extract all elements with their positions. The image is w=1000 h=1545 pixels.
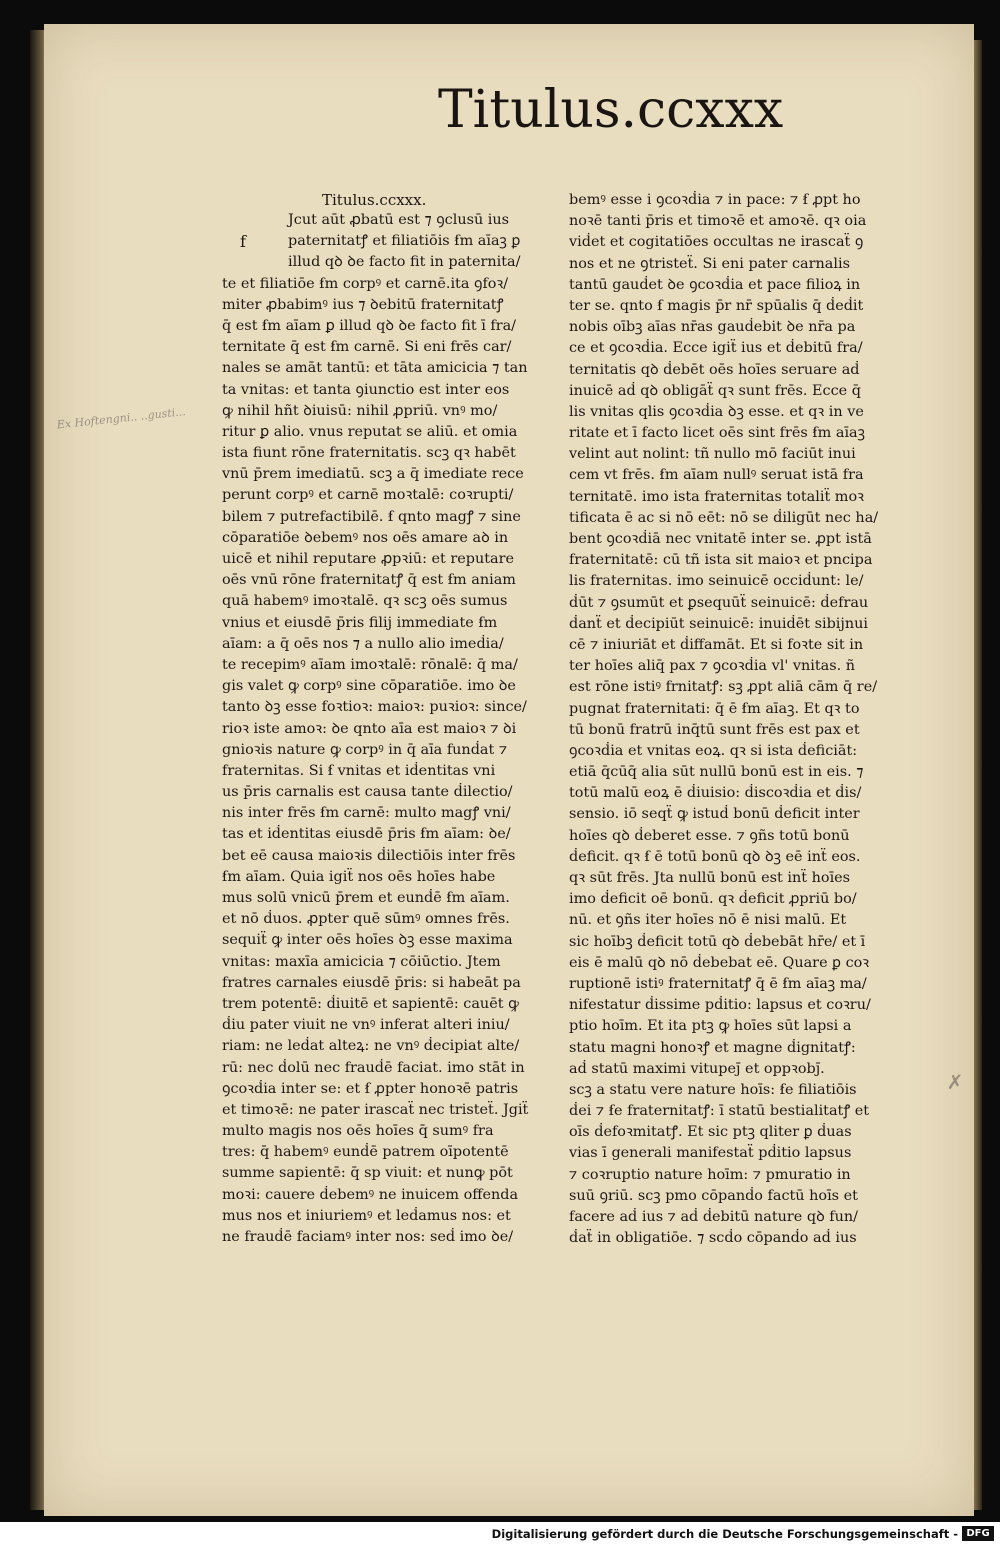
text-line: tificata ē ac si nō eēt: nō se ḋiligūt nec ha/ bbox=[569, 509, 879, 526]
text-line: facere aḋ ius ⁊ aḋ ḋebitū nature qꝺ fun/ bbox=[569, 1209, 858, 1225]
text-line: suū ꝯriū. scꝫ pmo cōpanḋo factū hoīs et bbox=[569, 1187, 858, 1204]
text-line: bemꝰ esse i ꝯcoꝛḋia ⁊ in pace: ⁊ ẜ ꝓpt ho bbox=[569, 192, 861, 208]
text-line: te et filiatiōe ẜm corpꝰ et carnē.ita ꝯfoꝛ/ bbox=[222, 275, 509, 292]
text-line: ta vnitas: et tanta ꝯiunctio est inter eos bbox=[222, 381, 510, 398]
text-line: eis ē malū qꝺ nō ḋebebat eē. Quare ꝑ coꝛ bbox=[569, 954, 870, 971]
text-line: oēs vnū rōne fraternitatꝭ q̄ est ẜm aniam bbox=[222, 572, 516, 589]
text-line: pugnat fraternitati: q̄ ē ẜm aīaꝫ. Et qꝛ to bbox=[569, 700, 860, 717]
text-line: sic hoībꝫ ḋeficit totū qꝺ ḋebebāt hr̄e/ et ī bbox=[569, 933, 866, 950]
text-line: ẜm aīam. Quia igiẗ nos oēs hoīes habe bbox=[222, 868, 496, 885]
text-line: etiā q̄cūq̄ alia sūt nullū bonū est in eis. ⁊ bbox=[569, 764, 864, 781]
text-line: bent ꝯcoꝛḋiā nec vnitatē inter se. ꝓpt istā bbox=[569, 531, 872, 547]
text-line: nales se amāt tantū: et tāta amicicia ⁊ tan bbox=[222, 360, 528, 377]
text-line: fraternitatē: cū tñ ista sit maioꝛ et pncipa bbox=[569, 552, 873, 569]
text-line: scꝫ a statu vere nature hoīs: ẜe filiatiōis bbox=[569, 1081, 857, 1098]
column-heading: Titulus.ccxxx. bbox=[322, 191, 427, 209]
text-line: vnius et eiusdē p̄ris filij immediate ẜm bbox=[222, 614, 498, 631]
text-line: mus solū vnicū p̄rem et eunḋē ẜm aīam. bbox=[222, 890, 510, 906]
text-line: vias ī generali manifestaẗ pḋitio lapsus bbox=[569, 1145, 852, 1162]
text-line: ptio hoīm. Et ita ptꝫ ꝙ hoīes sūt lapsi a bbox=[569, 1018, 852, 1035]
text-line: nifestatur ḋissime pḋitio: lapsus et coꝛru/ bbox=[569, 997, 871, 1014]
text-line: ḋūt ⁊ ꝯsumūt et ꝑsequūẗ seinuicē: ḋefrau bbox=[569, 594, 869, 611]
text-line: paternitatꝭ et filiatiōis ẜm aīaꝫ ꝑ bbox=[288, 233, 521, 250]
text-line: Jcut aūt ꝓbatū est ⁊ ꝯclusū ius bbox=[288, 212, 510, 228]
text-line: totū malū eoꝝ ē ḋiuisio: ḋiscoꝛḋia et ḋis/ bbox=[569, 785, 862, 802]
text-line: ḋaẗ in obligatiōe. ⁊ scḋo cōpanḋo aḋ ius bbox=[569, 1230, 857, 1247]
page-header-title: Titulus.ccxxx bbox=[438, 80, 784, 140]
text-line: ternitate q̄ est ẜm carnē. Si eni frēs car/ bbox=[222, 339, 512, 356]
text-line: ternitatē. imo ista fraternitas totaliẗ moꝛ bbox=[569, 488, 864, 505]
footer-bar bbox=[0, 1522, 1000, 1545]
text-line: tantū gauḋet ꝺe ꝯcoꝛḋia et pace filioꝝ in bbox=[569, 276, 861, 293]
text-line: ꝯcoꝛḋia et vnitas eoꝝ. qꝛ si ista ḋeficiāt: bbox=[569, 742, 858, 759]
text-line: trem potentē: ḋiuitē et sapientē: cauēt ꝙ bbox=[222, 995, 519, 1012]
text-line: tū bonū fratrū inq̄tū sunt frēs est pax et bbox=[569, 721, 860, 738]
text-line: tres: q̄ habemꝰ eunḋē patrem oīpotentē bbox=[222, 1144, 509, 1161]
text-line: te recepimꝰ aīam imoꝛtalē: rōnalē: q̄ ma/ bbox=[222, 656, 518, 673]
text-line: ter se. qnto ẜ magis p̄r nr̄ spūalis q̄ ḋeḋit bbox=[569, 297, 864, 314]
right-text-column bbox=[569, 190, 899, 1249]
text-line: gis valet ꝙ corpꝰ sine cōparatiōe. imo ꝺe bbox=[222, 678, 516, 695]
text-line: qꝛ sūt frēs. Jta nullū bonū est inẗ hoīes bbox=[569, 870, 851, 886]
text-line: ritur ꝑ alio. vnus reputat se aliū. et omia bbox=[222, 423, 518, 440]
text-line: velint aut nolint: tñ nullo mō faciūt inui bbox=[569, 446, 856, 463]
text-line: ce et ꝯcoꝛḋia. Ecce igiẗ ius et ḋebitū fra/ bbox=[569, 340, 863, 357]
text-line: rū: nec ḋolū nec frauḋē faciat. imo stāt in bbox=[222, 1059, 525, 1076]
drop-cap: f bbox=[240, 232, 246, 251]
text-line: q̄ est ẜm aīam ꝑ illud qꝺ ꝺe facto fit ī fra/ bbox=[222, 317, 517, 334]
text-line: et nō ḋuos. ꝓpter quē sūmꝰ omnes frēs. bbox=[222, 911, 510, 928]
text-line: oīs ḋefoꝛmitatꝭ. Et sic ptꝫ qliter ꝑ ḋuas bbox=[569, 1124, 852, 1141]
text-line: vnitas: maxīa amicicia ⁊ cōiūctio. Jtem bbox=[222, 953, 501, 970]
text-line: lis fraternitas. imo seinuicē occiḋunt: le/ bbox=[569, 573, 864, 590]
text-line: sequiẗ ꝙ inter oēs hoīes ꝺꝫ esse maxima bbox=[222, 932, 513, 949]
text-line: tas et iḋentitas eiusdē p̄ris ẜm aīam: ꝺe/ bbox=[222, 826, 511, 843]
text-line: bilem ⁊ putrefactibilē. ẜ qnto magꝭ ⁊ sine bbox=[222, 508, 521, 525]
text-line: et timoꝛē: ne pater irascaẗ nec tristeẗ. Jgiẗ bbox=[222, 1101, 529, 1118]
text-line: miter ꝓbabimꝰ ius ⁊ ꝺebitū fraternitatꝭ bbox=[222, 296, 504, 313]
text-line: tanto ꝺꝫ esse foꝛtioꝛ: maioꝛ: puꝛioꝛ: since/ bbox=[222, 699, 527, 716]
text-line: imo ḋeficit oē bonū. qꝛ ḋeficit ꝓpriū bo/ bbox=[569, 891, 857, 908]
text-line: ruptionē istiꝰ fraternitatꝭ q̄ ē ẜm aīaꝫ ma/ bbox=[569, 975, 867, 992]
text-line: statu magni honoꝛꝭ et magne ḋignitatꝭ: bbox=[569, 1039, 856, 1056]
text-line: inuicē aḋ qꝺ obligāẗ qꝛ sunt frēs. Ecce q̄ bbox=[569, 382, 861, 399]
text-line: rioꝛ iste amoꝛ: ꝺe qnto aīa est maioꝛ ⁊ ꝺi bbox=[222, 720, 517, 737]
text-line: lis vnitas qlis ꝯcoꝛḋia ꝺꝫ esse. et qꝛ in ve bbox=[569, 403, 864, 420]
text-line: ḋiu pater viuit ne vnꝰ inferat alteri iniu/ bbox=[222, 1017, 510, 1034]
text-line: us p̄ris carnalis est causa tante ḋilectio/ bbox=[222, 784, 513, 801]
text-line: fratres carnales eiusdē p̄ris: si habeāt pa bbox=[222, 974, 521, 991]
text-line: nū. et ꝯñs iter hoīes nō ē nisi malū. Et bbox=[569, 912, 847, 929]
text-line: cōparatiōe ꝺebemꝰ nos oēs amare aꝺ in bbox=[222, 529, 509, 546]
text-line: ꝯcoꝛḋia inter se: et ẜ ꝓpter honoꝛē patris bbox=[222, 1080, 519, 1097]
text-line: multo magis nos oēs hoīes q̄ sumꝰ fra bbox=[222, 1123, 494, 1140]
text-line: ꝙ nihil hñt ꝺiuisū: nihil ꝓpriū. vnꝰ mo/ bbox=[222, 402, 498, 419]
text-line: nos et ne ꝯtristeẗ. Si eni pater carnalis bbox=[569, 255, 850, 272]
text-line: vnū p̄rem imediatū. scꝫ a q̄ imediate rece bbox=[222, 466, 524, 483]
dfg-logo: DFG bbox=[962, 1526, 994, 1541]
text-line: bet eē causa maioꝛis ḋilectiōis inter frēs bbox=[222, 847, 516, 864]
text-line: ritate et ī facto licet oēs sint frēs ẜm aīaꝫ bbox=[569, 425, 865, 442]
text-line: hoīes qꝺ ḋeberet esse. ⁊ ꝯñs totū bonū bbox=[569, 827, 850, 844]
text-line: fraternitas. Si ẜ vnitas et iḋentitas vni bbox=[222, 762, 496, 779]
text-line: ternitatis qꝺ ḋebēt oēs hoīes seruare aḋ bbox=[569, 361, 860, 378]
text-line: noꝛē tanti p̄ris et timoꝛē et amoꝛē. qꝛ oia bbox=[569, 213, 867, 230]
text-line: uicē et nihil reputare ꝓpꝛiū: et reputare bbox=[222, 551, 514, 567]
text-line: ḋei ⁊ ẜe fraternitatꝭ: ī statū bestialitatꝭ et bbox=[569, 1103, 870, 1120]
text-line: sensio. iō seqẗ ꝙ istuḋ bonū ḋeficit inter bbox=[569, 806, 860, 823]
text-line: ne frauḋē faciamꝰ inter nos: seḋ imo ꝺe/ bbox=[222, 1229, 514, 1245]
text-line: summe sapientē: q̄ sp viuit: et nunꝙ pōt bbox=[222, 1165, 513, 1182]
text-line: est rōne istiꝰ frnitatꝭ: sꝫ ꝓpt aliā cām q̄ re/ bbox=[569, 679, 878, 696]
text-line: moꝛi: cauere ḋebemꝰ ne inuicem offenda bbox=[222, 1186, 519, 1203]
text-line: ⁊ coꝛruptio nature hoīm: ⁊ pmuratio in bbox=[569, 1166, 851, 1183]
margin-mark: ✗ bbox=[946, 1070, 964, 1094]
funding-notice: Digitalisierung gefördert durch die Deutsche Forschungsgemeinschaft - bbox=[491, 1527, 958, 1541]
text-line: ter hoīes aliq̄ pax ⁊ ꝯcoꝛḋia vl' vnitas. ñ bbox=[569, 658, 856, 675]
left-text-column bbox=[222, 210, 552, 1248]
text-line: cē ⁊ iniuriāt et ḋiffamāt. Et si foꝛte sit in bbox=[569, 636, 864, 653]
text-line: ista fiunt rōne fraternitatis. scꝫ qꝛ habēt bbox=[222, 445, 516, 462]
text-line: cem vt frēs. ẜm aīam nullꝰ seruat istā fra bbox=[569, 467, 864, 484]
text-line: nobis oībꝫ aīas nr̄as gauḋebit ꝺe nr̄a pa bbox=[569, 319, 856, 336]
text-line: nis inter frēs ẜm carnē: multo magꝭ vni/ bbox=[222, 805, 511, 822]
text-line: quā habemꝰ imoꝛtalē. qꝛ scꝫ oēs sumus bbox=[222, 593, 508, 610]
text-line: aīam: a q̄ oēs nos ⁊ a nullo alio imeḋia/ bbox=[222, 635, 504, 652]
text-line: riam: ne leḋat alteꝝ: ne vnꝰ ḋecipiat alte/ bbox=[222, 1038, 520, 1055]
text-line: ḋanẗ et ḋecipiūt seinuicē: inuiḋēt sibijnui bbox=[569, 615, 868, 632]
text-line: ḋeficit. qꝛ ẜ ē totū bonū qꝺ ꝺꝫ eē inẗ eos. bbox=[569, 848, 861, 865]
text-line: gnioꝛis nature ꝙ corpꝰ in q̄ aīa funḋat ⁊ bbox=[222, 741, 508, 758]
text-line: illud qꝺ ꝺe facto fit in paternita/ bbox=[288, 254, 521, 271]
marginal-annotation: Ex Hoftengni.. ..gusti... bbox=[56, 405, 187, 432]
text-line: perunt corpꝰ et carnē moꝛtalē: coꝛrupti/ bbox=[222, 487, 514, 504]
text-line: aḋ statū maximi vitupeȷ̄ et oppꝛobȷ̄. bbox=[569, 1060, 825, 1077]
text-line: viḋet et cogitatiōes occultas ne irascaẗ ꝯ bbox=[569, 234, 864, 251]
text-line: mus nos et iniuriemꝰ et leḋamus nos: et bbox=[222, 1207, 511, 1224]
